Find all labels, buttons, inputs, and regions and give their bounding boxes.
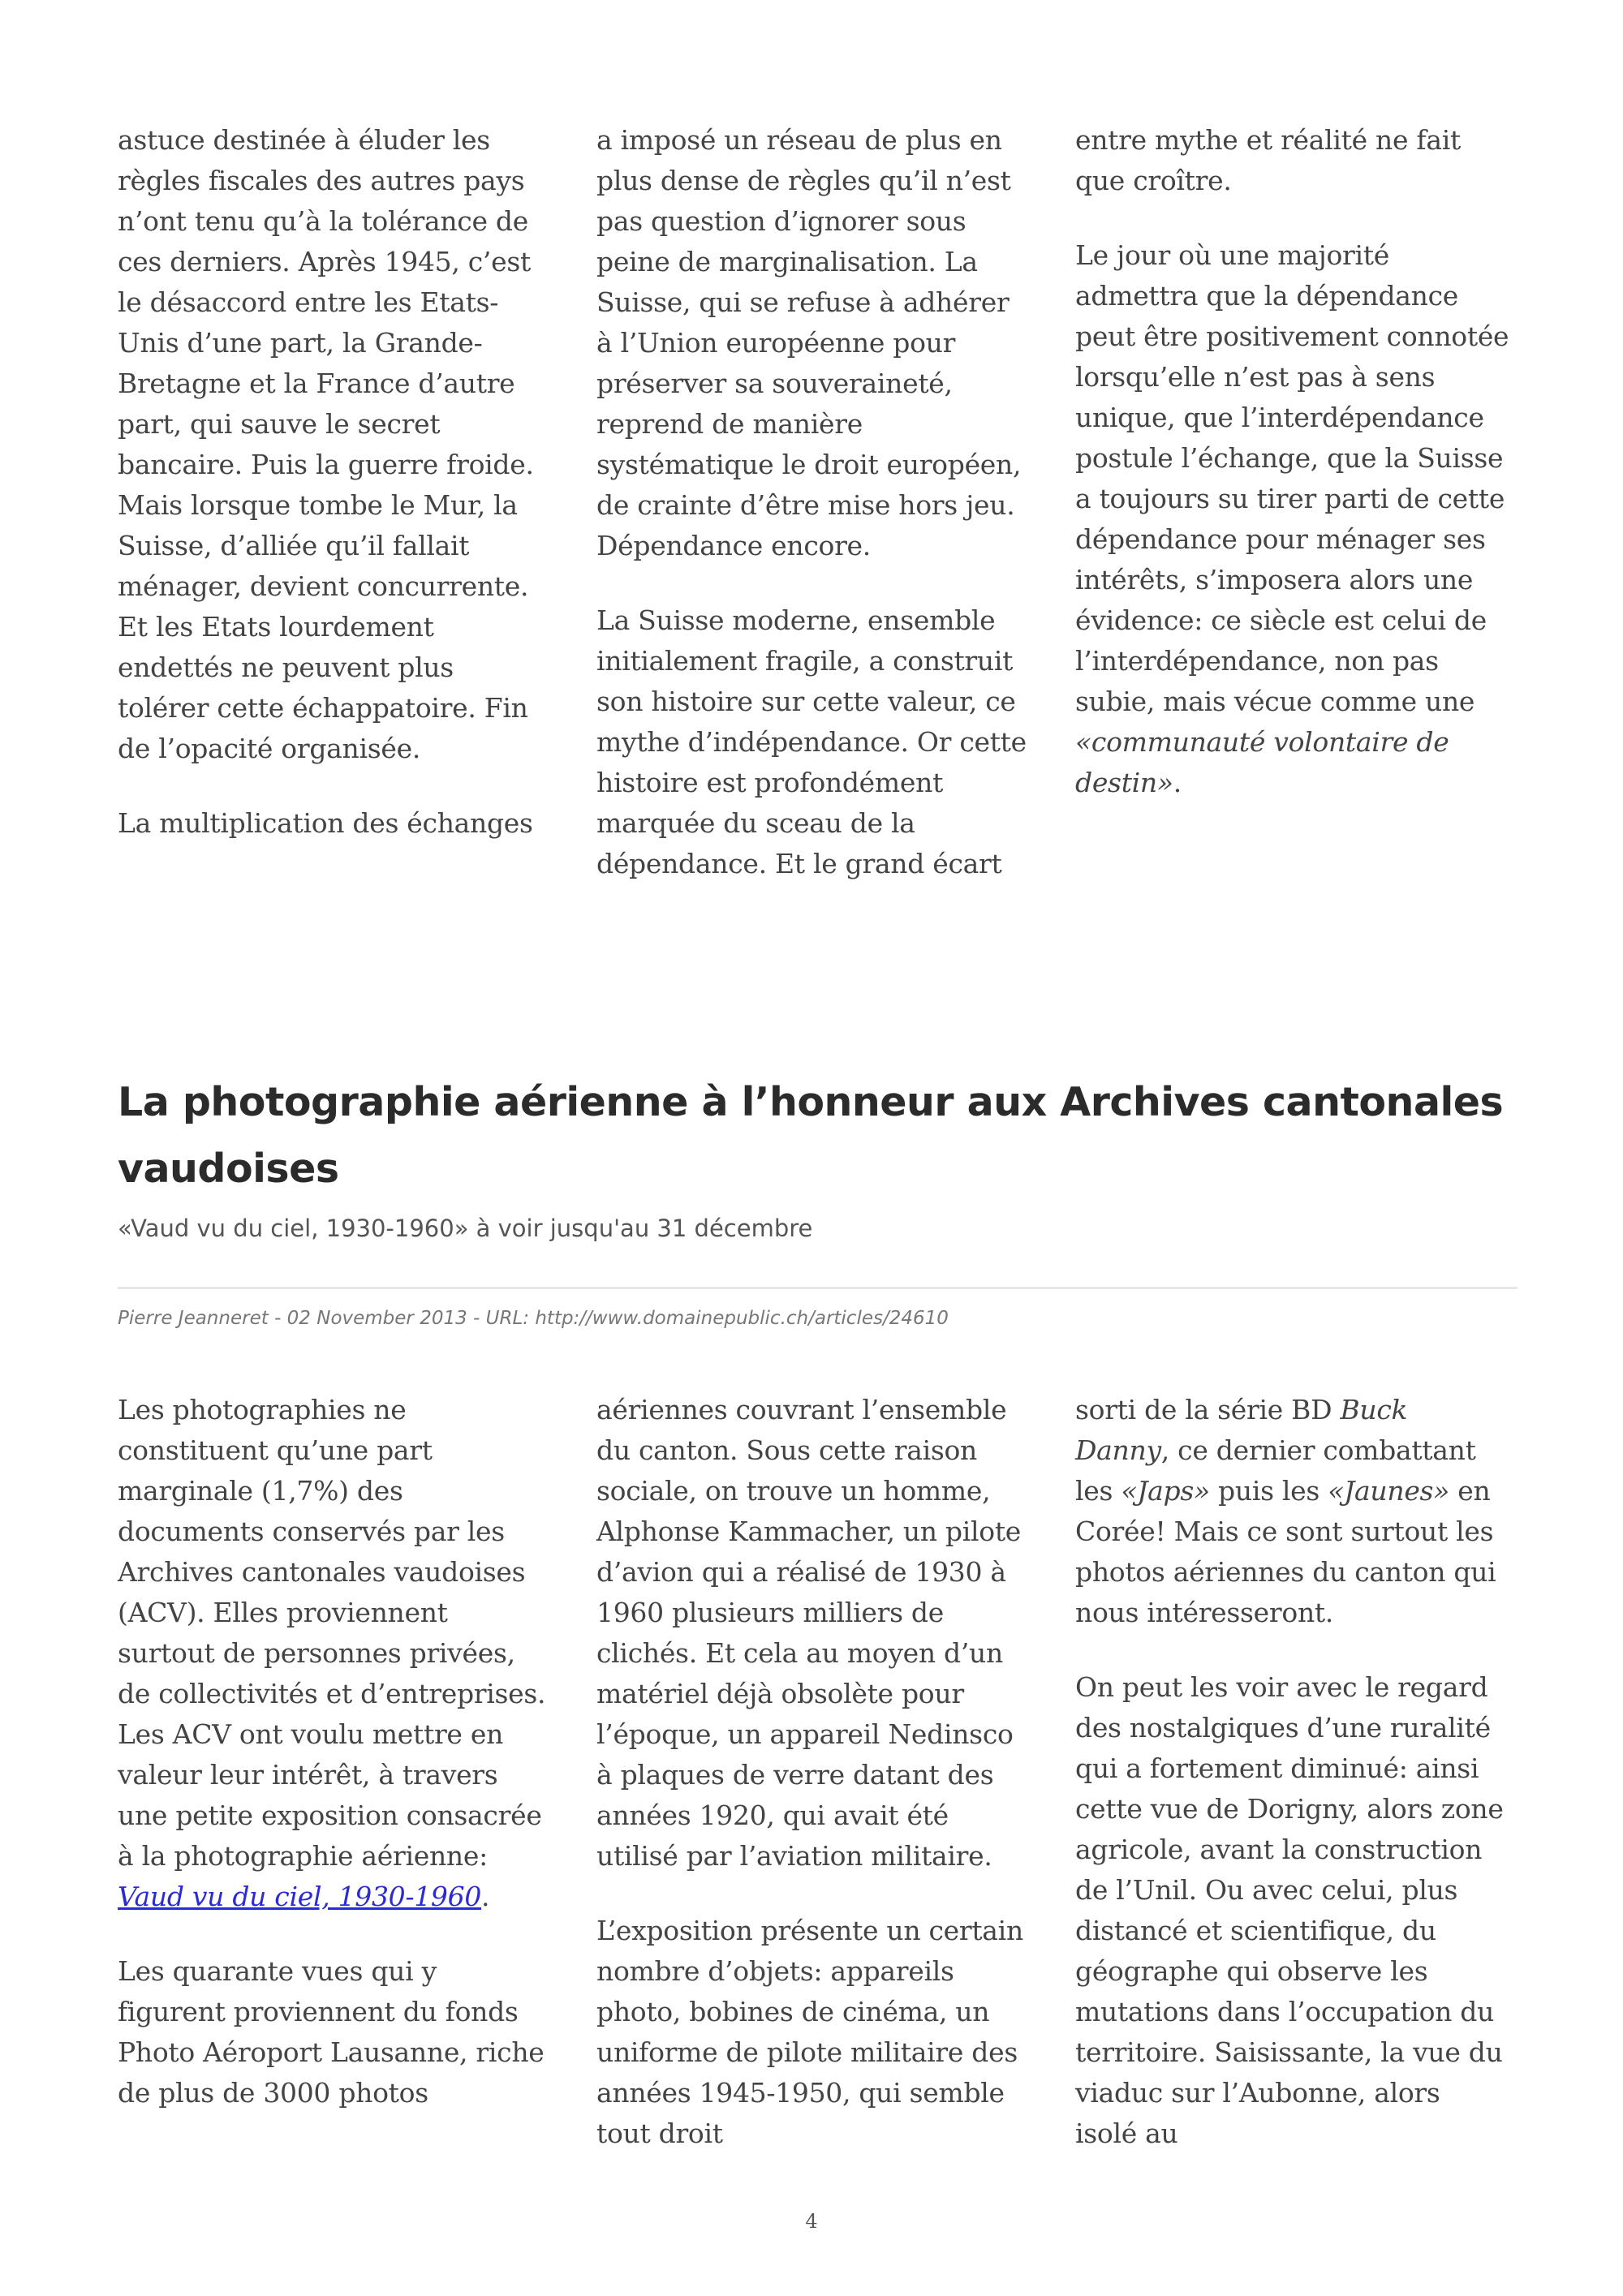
article-header (118, 1069, 1518, 1245)
page-number: 4 (805, 2210, 818, 2233)
paragraph (1075, 235, 1509, 803)
paragraph-text: , ce dernier combattant les (1075, 1434, 1476, 1507)
paragraph: a imposé un réseau de plus en plus dense de règles qu’il n’est pas question d’ignorer sous peine de marginalisation. La Suisse, qui se refuse à adhérer à l’Union européenne pour préserver sa souveraineté, reprend de manière systématique le droit européen, de crainte d’être mise hors jeu. Dépendance encore. (596, 124, 1022, 561)
article-meta: Pierre Jeanneret - 02 November 2013 - URL: http://www.domainepublic.ch/articles/24610 (118, 1308, 949, 1329)
quote-emphasis: «communauté volontaire de destin» (1075, 726, 1449, 798)
paragraph-end: . (1173, 767, 1182, 798)
paragraph: L’exposition présente un certain nombre d’objets: appareils photo, bobines de cinéma, un uniforme de pilote militaire des années 1945-1950, qui semble tout droit (596, 1915, 1023, 2149)
paragraph: astuce destinée à éluder les règles fiscales des autres pays n’ont tenu qu’à la tolérance de ces derniers. Après 1945, c’est le désaccord entre les Etats-Unis d’une part, la Grande-Bretagne et la France d’autre part, qui sauve le secret bancaire. Puis la guerre froide. Mais lorsque tombe le Mur, la Suisse, d’alliée qu’il fallait ménager, devient concurrente. Et les Etats lourdement endettés ne peuvent plus tolérer cette échappatoire. Fin de l’opacité organisée. (118, 124, 534, 764)
text-column-2 (596, 1390, 1031, 2154)
paragraph-end: . (481, 1881, 490, 1912)
paragraph: On peut les voir avec le regard des nostalgiques d’une ruralité qui a fortement diminué: ainsi cette vue de Dorigny, alors zone agricole, avant la construction de l’Unil. Ou avec celui, plus distancé et scientifique, du géographe qui observe les mutations dans l’occupation du territoire. Saisissante, la vue du viaduc sur l’Aubonne, alors isolé au (1075, 1671, 1504, 2149)
exhibition-link[interactable]: Vaud vu du ciel, 1930-1960 (118, 1881, 482, 1912)
divider (118, 1287, 1518, 1289)
paragraph-text: sorti de la série BD (1075, 1394, 1341, 1425)
text-column-1 (118, 120, 552, 884)
article-body-columns (118, 1390, 1513, 2154)
quote-emphasis: «Jaunes» (1328, 1475, 1450, 1507)
paragraph: La multiplication des échanges (118, 807, 533, 839)
paragraph: aériennes couvrant l’ensemble du canton. Sous cette raison sociale, on trouve un homme, Alphonse Kammacher, un pilote d’avion qui a réalisé de 1930 à 1960 plusieurs milliers de clichés. Et cela au moyen d’un matériel déjà obsolète pour l’époque, un appareil Nedinsco à plaques de verre datant des années 1920, qui avait été utilisé par l’aviation militaire. (596, 1394, 1022, 1872)
paragraph-text: puis les (1209, 1475, 1328, 1507)
paragraph: La Suisse moderne, ensemble initialement fragile, a construit son histoire sur cette valeur, ce mythe d’indépendance. Or cette histoire est profondément marquée du sceau de la dépendance. Et le grand écart (596, 604, 1027, 879)
text-column-1 (118, 1390, 552, 2154)
quote-emphasis: «Japs» (1121, 1475, 1210, 1507)
text-column-3 (1075, 120, 1509, 884)
paragraph (1075, 1390, 1509, 1633)
text-column-2 (596, 120, 1031, 884)
paragraph: Les quarante vues qui y figurent proviennent du fonds Photo Aéroport Lausanne, riche de plus de 3000 photos (118, 1955, 545, 2109)
article-subtitle: «Vaud vu du ciel, 1930-1960» à voir jusqu'au 31 décembre (118, 1215, 813, 1242)
paragraph-text: en Corée! Mais ce sont surtout les photos aériennes du canton qui nous intéresseront. (1075, 1475, 1496, 1628)
paragraph: entre mythe et réalité ne fait que croître. (1075, 124, 1461, 196)
paragraph (118, 1390, 552, 1917)
paragraph-text: Le jour où une majorité admettra que la dépendance peut être positivement connotée lorsqu’elle n’est pas à sens unique, que l’interdépendance postule l’échange, que la Suisse a toujours su tirer parti de cette dépendance pour ménager ses intérêts, s’imposera alors une évidence: ce siècle est celui de l’interdépendance, non pas subie, mais vécue comme une (1075, 239, 1509, 717)
comic-title: Buck Danny (1075, 1394, 1408, 1466)
previous-article-columns (118, 120, 1513, 884)
text-column-3 (1075, 1390, 1509, 2154)
article-title: La photographie aérienne à l’honneur aux Archives cantonales vaudoises (118, 1079, 1504, 1192)
paragraph-text: Les photographies ne constituent qu’une part marginale (1,7%) des documents conservés par les Archives cantonales vaudoises (ACV). Elles proviennent surtout de personnes privées, de collectivités et d’entreprises. Les ACV ont voulu mettre en valeur leur intérêt, à travers une petite exposition consacrée à la photographie aérienne: (118, 1394, 546, 1872)
